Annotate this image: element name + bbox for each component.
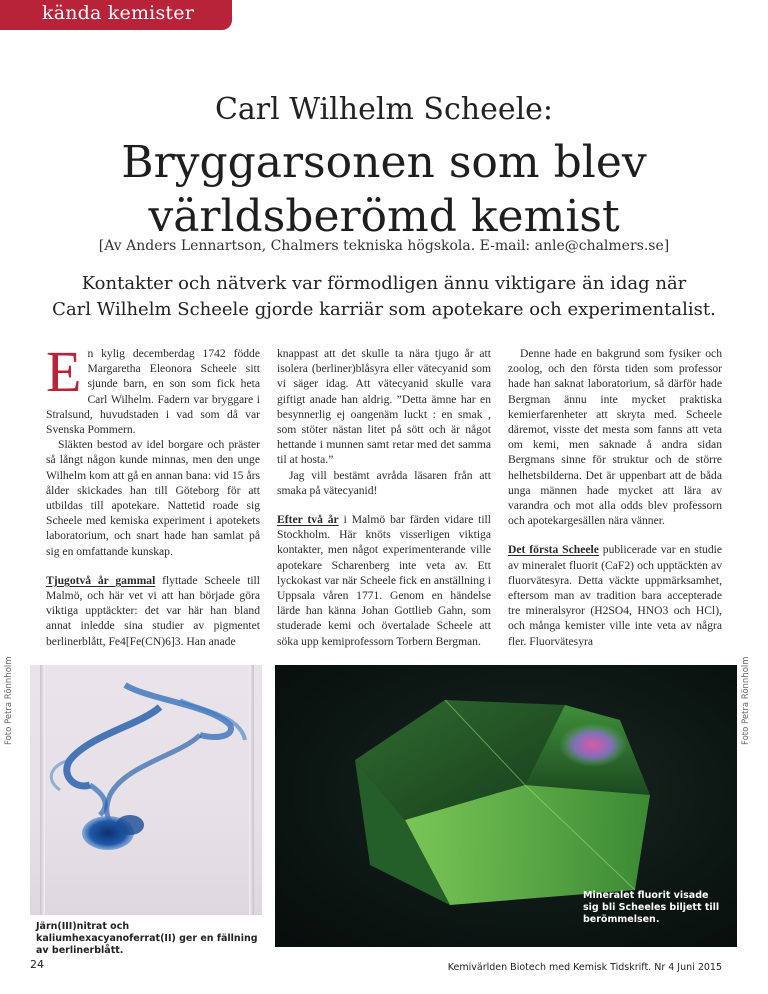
subheading-lead: Tjugotvå år gammal — [46, 573, 156, 587]
paragraph — [46, 573, 260, 649]
headline-line-1: Bryggarsonen som blev — [121, 137, 647, 188]
paragraph-text: flyttade Scheele till Malmö, och här vet vi att han började göra viktiga upptäckter: det var här han bland annat inledde sina studier av pigmentet berlinerblått, Fe4[Fe(CN)6]3. Han anade — [46, 573, 260, 648]
caption-right: Mineralet fluorit visade sig bli Scheeles biljett till berömmelsen. — [583, 890, 720, 925]
byline: [Av Anders Lennartson, Chalmers tekniska högskola. E-mail: anle@chalmers.se] — [98, 238, 670, 254]
caption-left: Järn(III)nitrat och kaliumhexacyanoferrat(II) ger en fällning av berlinerblått. — [30, 915, 262, 947]
paragraph-text: n kylig decemberdag 1742 födde Margaretha Eleonora Scheele sitt sjunde barn, en son som fick heta Carl Wilhelm. Fadern var bryggare i Stralsund, huvudstaden i vad som då var Svenska Pommern. — [46, 347, 260, 437]
paragraph-text: publicerade var en studie av mineralet fluorit (CaF2) och upptäckten av fluorvätesyra. Detta väckte uppmärksamhet, eftersom man av tradition bara accepterade tre mineralsyror (H2SO4, HNO3 och HCl), och många kemister ville inte veta av några fler. Fluorvätesyra — [508, 543, 723, 648]
paragraph: knappast att det skulle ta nära tjugo år att isolera (berliner)blåsyra eller vätecyanid som vi säger idag. Att vätecyanid skulle vara giftigt anade han aldrig. ”Detta ämne har en besynnerlig ej oangenäm luckt : en smak , som stöter nästan litet på sött och är något hettande i munnen samt retar med det samma til at hosta.” — [277, 347, 491, 467]
paragraph — [508, 542, 722, 648]
page-number: 24 — [30, 958, 44, 971]
paragraph: Släkten bestod av idel borgare och präster så långt någon kunde minnas, men den unge Wilhelm kom att gå en annan bana: vid 15 års ålder skickades han till Göteborg för att utbildas till apotekare. Nattetid roade sig Scheele med kemiska experiment i apotekets laboratorium, och snart hade han samlat på sig en omfattande kunskap. — [46, 438, 260, 558]
paragraph: Denne hade en bakgrund som fysiker och zoolog, och den första tiden som professor hade han saknat laboratorium, så därför hade Bergman ännu inte mycket praktiska kemierfarenheter att skryta med. Scheele däremot, visste det mesta som fanns att veta om kemi, men saknade å andra sidan Bergmans sinne för struktur och de större helhetsbilderna. Det är uppenbart att de båda unga männen hade mycket att lära av varandra och mot alla odds blev professorn och apotekargesällen nära vänner. — [508, 347, 722, 528]
body-column-3 — [508, 346, 722, 649]
magazine-footer: Kemivärlden Biotech med Kemisk Tidskrift. Nr 4 Juni 2015 — [447, 962, 722, 973]
paragraph-text: i Malmö bar färden vidare till Stockholm. Här knöts visserligen viktiga kontakter, men något experimenterande ville apotekare Scharenberg inte veta av. Ett lyckokast var när Scheele fick en anställning i Uppsala våren 1771. Genom en händelse lärde han känna Johan Gottlieb Gahn, som studerade kemi och övertalade Scheele att söka upp kemiprofessorn Torbern Bergman. — [277, 513, 492, 648]
lead-line-1: Kontakter och nätverk var förmodligen ännu viktigare än idag när — [81, 273, 687, 294]
lead-paragraph — [0, 271, 768, 323]
body-column-2 — [277, 346, 491, 649]
photo-credit-right: Foto Petra Rönnholm — [741, 656, 751, 745]
article-headline — [0, 136, 768, 244]
photo-credit-left: Foto Petra Rönnholm — [4, 656, 14, 745]
paragraph — [46, 339, 260, 437]
blue-precipitate-illustration — [30, 665, 262, 915]
drop-cap: E — [46, 339, 82, 404]
paragraph: Jag vill bestämt avråda läsaren från att smaka på vätecyanid! — [277, 468, 491, 497]
precipitate-photo — [30, 665, 262, 915]
subheading-lead: Det första Scheele — [508, 543, 599, 557]
subheading-lead: Efter två år — [277, 513, 339, 527]
section-tab — [0, 0, 232, 30]
paragraph — [277, 512, 491, 649]
article-kicker: Carl Wilhelm Scheele: — [214, 92, 554, 127]
body-column-1 — [46, 339, 260, 649]
lead-line-2: Carl Wilhelm Scheele gjorde karriär som apotekare och experimentalist. — [52, 299, 716, 320]
fluorite-photo — [275, 665, 737, 947]
headline-line-2: världsberömd kemist — [148, 191, 620, 242]
section-tab-label: kända kemister — [42, 2, 194, 24]
